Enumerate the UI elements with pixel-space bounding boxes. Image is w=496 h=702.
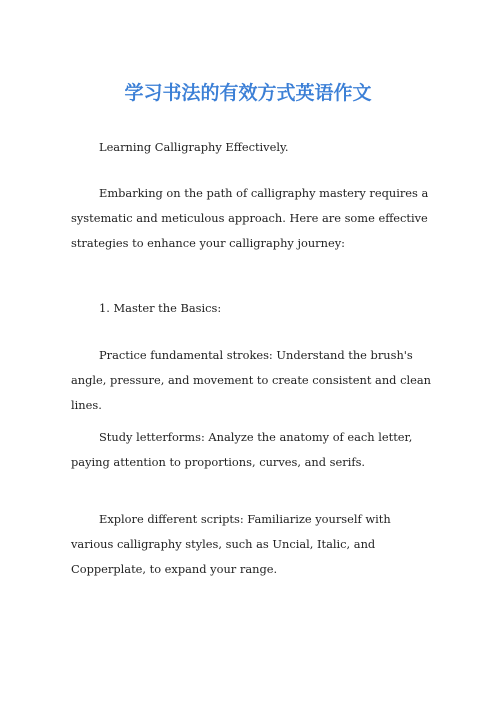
essay-heading: Learning Calligraphy Effectively. <box>99 140 289 154</box>
document-title: 学习书法的有效方式英语作文 <box>124 82 372 104</box>
intro-paragraph: Embarking on the path of calligraphy mastery requires a systematic and meticulous approach. Here are some effective strategies to enhance your calligraphy journey: <box>71 186 429 250</box>
paragraph-strokes: Practice fundamental strokes: Understand the brush's angle, pressure, and movement to create consistent and clean lines. <box>71 348 431 412</box>
paragraph-scripts: Explore different scripts: Familiarize yourself with various calligraphy styles, such as Uncial, Italic, and Copperplate, to expand your range. <box>71 512 391 576</box>
section-heading-basics: 1. Master the Basics: <box>99 301 222 315</box>
paragraph-letterforms: Study letterforms: Analyze the anatomy of each letter, paying attention to proportions, curves, and serifs. <box>71 430 413 469</box>
